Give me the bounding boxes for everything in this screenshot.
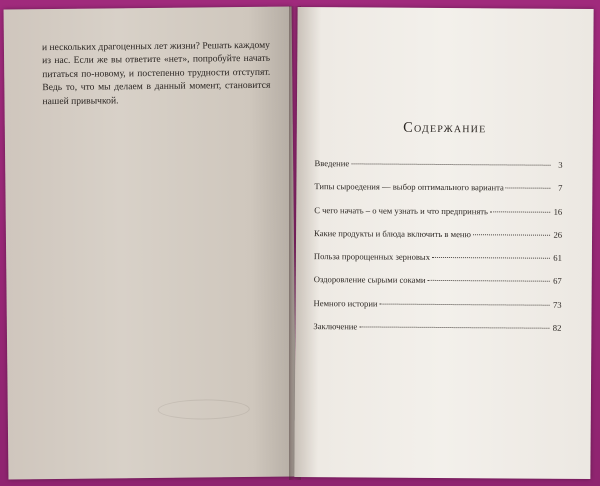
table-of-contents	[313, 158, 562, 346]
body-paragraph: и нескольких драгоценных лет жизни? Решать каждому из нас. Если же вы ответите «нет», попробуйте начать питаться по-новому, и постепенно трудности отступят. Ведь то, что мы делаем в данный момент, становится нашей привычкой.	[41, 39, 271, 107]
toc-entry-page: 3	[558, 159, 563, 170]
bleed-through-stamp	[158, 399, 250, 420]
toc-entry-page: 73	[552, 299, 562, 310]
dot-leader	[490, 211, 550, 212]
dot-leader	[359, 326, 549, 328]
dot-leader	[351, 163, 550, 165]
toc-entry-title: С чего начать – о чем узнать и что предпринять	[314, 204, 489, 216]
toc-entry-title: Польза пророщенных зерновых	[313, 251, 431, 263]
toc-entry-page: 16	[553, 206, 563, 217]
dot-leader	[506, 188, 551, 189]
toc-entry-title: Введение	[314, 158, 350, 169]
dot-leader	[432, 257, 550, 259]
dot-leader	[473, 234, 550, 236]
dot-leader	[380, 303, 550, 305]
toc-entry	[314, 158, 562, 183]
toc-entry-page: 82	[552, 322, 562, 333]
toc-entry	[314, 251, 562, 276]
toc-entry-title: Заключение	[313, 321, 358, 332]
toc-entry	[313, 321, 561, 346]
dot-leader	[428, 280, 550, 282]
toc-entry	[314, 181, 562, 206]
toc-entry-page: 26	[553, 229, 563, 240]
toc-entry-title: Немного истории	[313, 297, 378, 309]
toc-entry-page: 7	[558, 183, 563, 194]
toc-entry-title: Какие продукты и блюда включить в меню	[314, 227, 471, 240]
toc-heading: Содержание	[403, 119, 487, 137]
right-page	[294, 7, 593, 479]
toc-entry-page: 67	[553, 276, 562, 287]
toc-entry	[314, 228, 562, 253]
left-page	[4, 7, 297, 480]
toc-entry	[313, 298, 561, 323]
toc-entry	[314, 275, 562, 300]
toc-entry-title: Типы сыроедения — выбор оптимального варианта	[314, 181, 504, 193]
toc-entry	[314, 205, 562, 230]
toc-entry-title: Оздоровление сырыми соками	[313, 274, 426, 286]
toc-entry-page: 61	[553, 252, 562, 264]
